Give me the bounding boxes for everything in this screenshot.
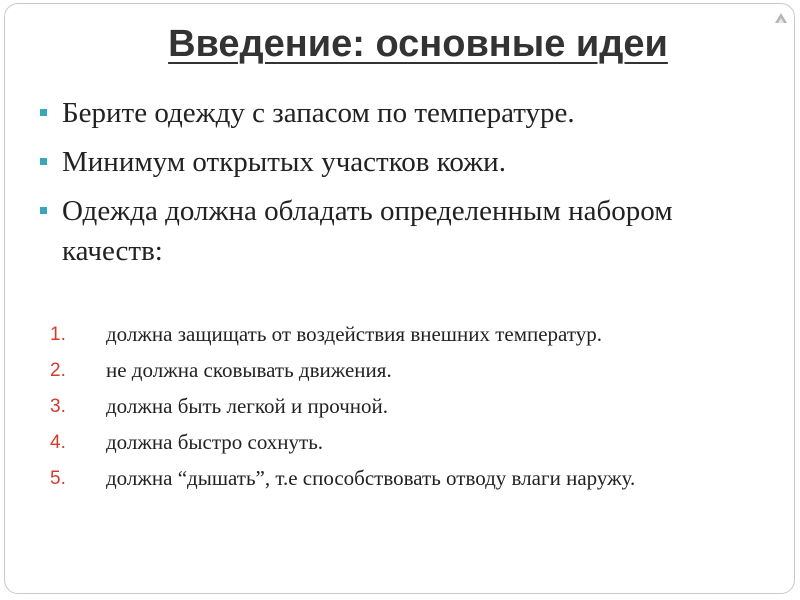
slide-frame bbox=[4, 3, 795, 594]
item-text: должна защищать от воздействия внешних температур. bbox=[106, 322, 602, 346]
bullet-item bbox=[36, 93, 756, 133]
item-text: должна быстро сохнуть. bbox=[106, 430, 324, 454]
item-text: должна быть легкой и прочной. bbox=[106, 394, 389, 418]
numbered-list bbox=[50, 320, 750, 500]
numbered-item bbox=[50, 320, 750, 349]
slide-title bbox=[0, 20, 800, 68]
item-text: должна “дышать”, т.е способствовать отводу влаги наружу. bbox=[106, 466, 636, 490]
slide-title-text: Введение: основные идеи bbox=[168, 23, 668, 65]
item-number: 2. bbox=[50, 360, 66, 381]
bullet-marker-icon bbox=[40, 109, 47, 116]
bullet-text: Берите одежду с запасом по температуре. bbox=[62, 97, 575, 129]
bullet-text: Одежда должна обладать определенным набором качеств: bbox=[62, 195, 673, 267]
numbered-item bbox=[50, 356, 750, 385]
numbered-item bbox=[50, 464, 750, 493]
bullet-marker-icon bbox=[40, 207, 47, 214]
numbered-item bbox=[50, 392, 750, 421]
bullet-list bbox=[36, 93, 756, 280]
bullet-item bbox=[36, 191, 756, 271]
bullet-item bbox=[36, 142, 756, 182]
item-number: 5. bbox=[50, 468, 66, 489]
item-number: 4. bbox=[50, 432, 66, 453]
bullet-text: Минимум открытых участков кожи. bbox=[62, 146, 506, 178]
item-text: не должна сковывать движения. bbox=[106, 358, 392, 382]
item-number: 1. bbox=[50, 324, 66, 345]
numbered-item bbox=[50, 428, 750, 457]
bullet-marker-icon bbox=[40, 158, 47, 165]
item-number: 3. bbox=[50, 396, 66, 417]
